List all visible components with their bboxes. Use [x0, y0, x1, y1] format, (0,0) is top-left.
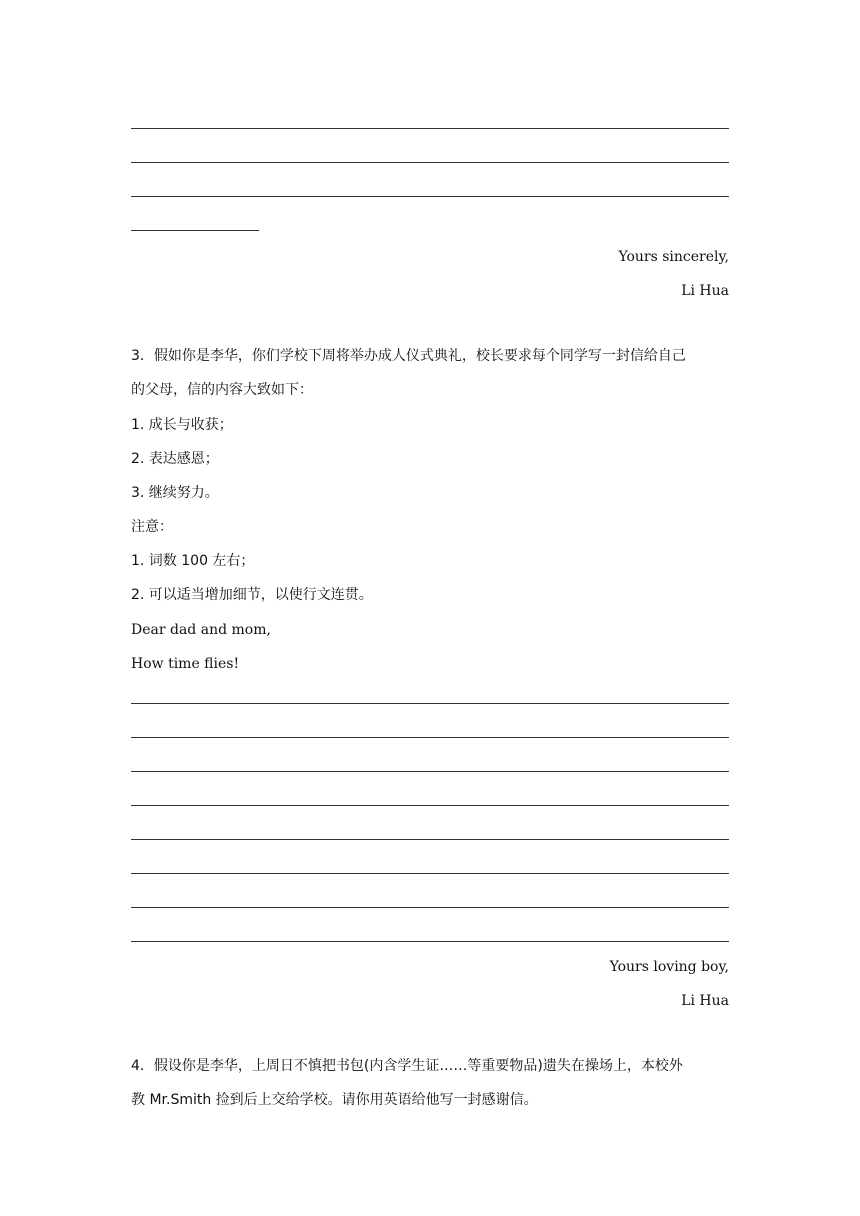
- answer-line: [131, 941, 729, 942]
- content-point: 3. 继续努力。: [131, 485, 219, 501]
- answer-line: [131, 128, 729, 129]
- answer-line: [131, 196, 729, 197]
- question-prompt-continued: 教 Mr.Smith 捡到后上交给学校。请你用英语给他写一封感谢信。: [131, 1092, 538, 1108]
- answer-line: [131, 771, 729, 772]
- letter-opening: How time flies!: [131, 656, 240, 672]
- content-point: 2. 表达感恩；: [131, 451, 219, 467]
- letter-closing: Yours loving boy,: [609, 959, 729, 975]
- letter-closing: Yours sincerely,: [618, 249, 729, 265]
- question-prompt: 3．假如你是李华，你们学校下周将举办成人仪式典礼，校长要求每个同学写一封信给自己: [131, 348, 686, 364]
- letter-signature: Li Hua: [681, 283, 729, 299]
- content-point: 1. 成长与收获；: [131, 417, 233, 433]
- question-prompt: 4．假设你是李华，上周日不慎把书包(内含学生证……等重要物品)遗失在操场上，本校外: [131, 1058, 683, 1074]
- answer-line: [131, 839, 729, 840]
- notes-heading: 注意：: [131, 519, 173, 535]
- answer-line: [131, 703, 729, 704]
- answer-line: [131, 907, 729, 908]
- answer-line: [131, 737, 729, 738]
- note-item: 2. 可以适当增加细节，以使行文连贯。: [131, 587, 373, 603]
- note-item: 1. 词数 100 左右；: [131, 553, 255, 569]
- letter-salutation: Dear dad and mom,: [131, 622, 271, 638]
- answer-line-short: [131, 230, 259, 231]
- letter-signature: Li Hua: [681, 993, 729, 1009]
- answer-line: [131, 805, 729, 806]
- question-prompt-continued: 的父母，信的内容大致如下：: [131, 382, 313, 398]
- answer-line: [131, 873, 729, 874]
- answer-line: [131, 162, 729, 163]
